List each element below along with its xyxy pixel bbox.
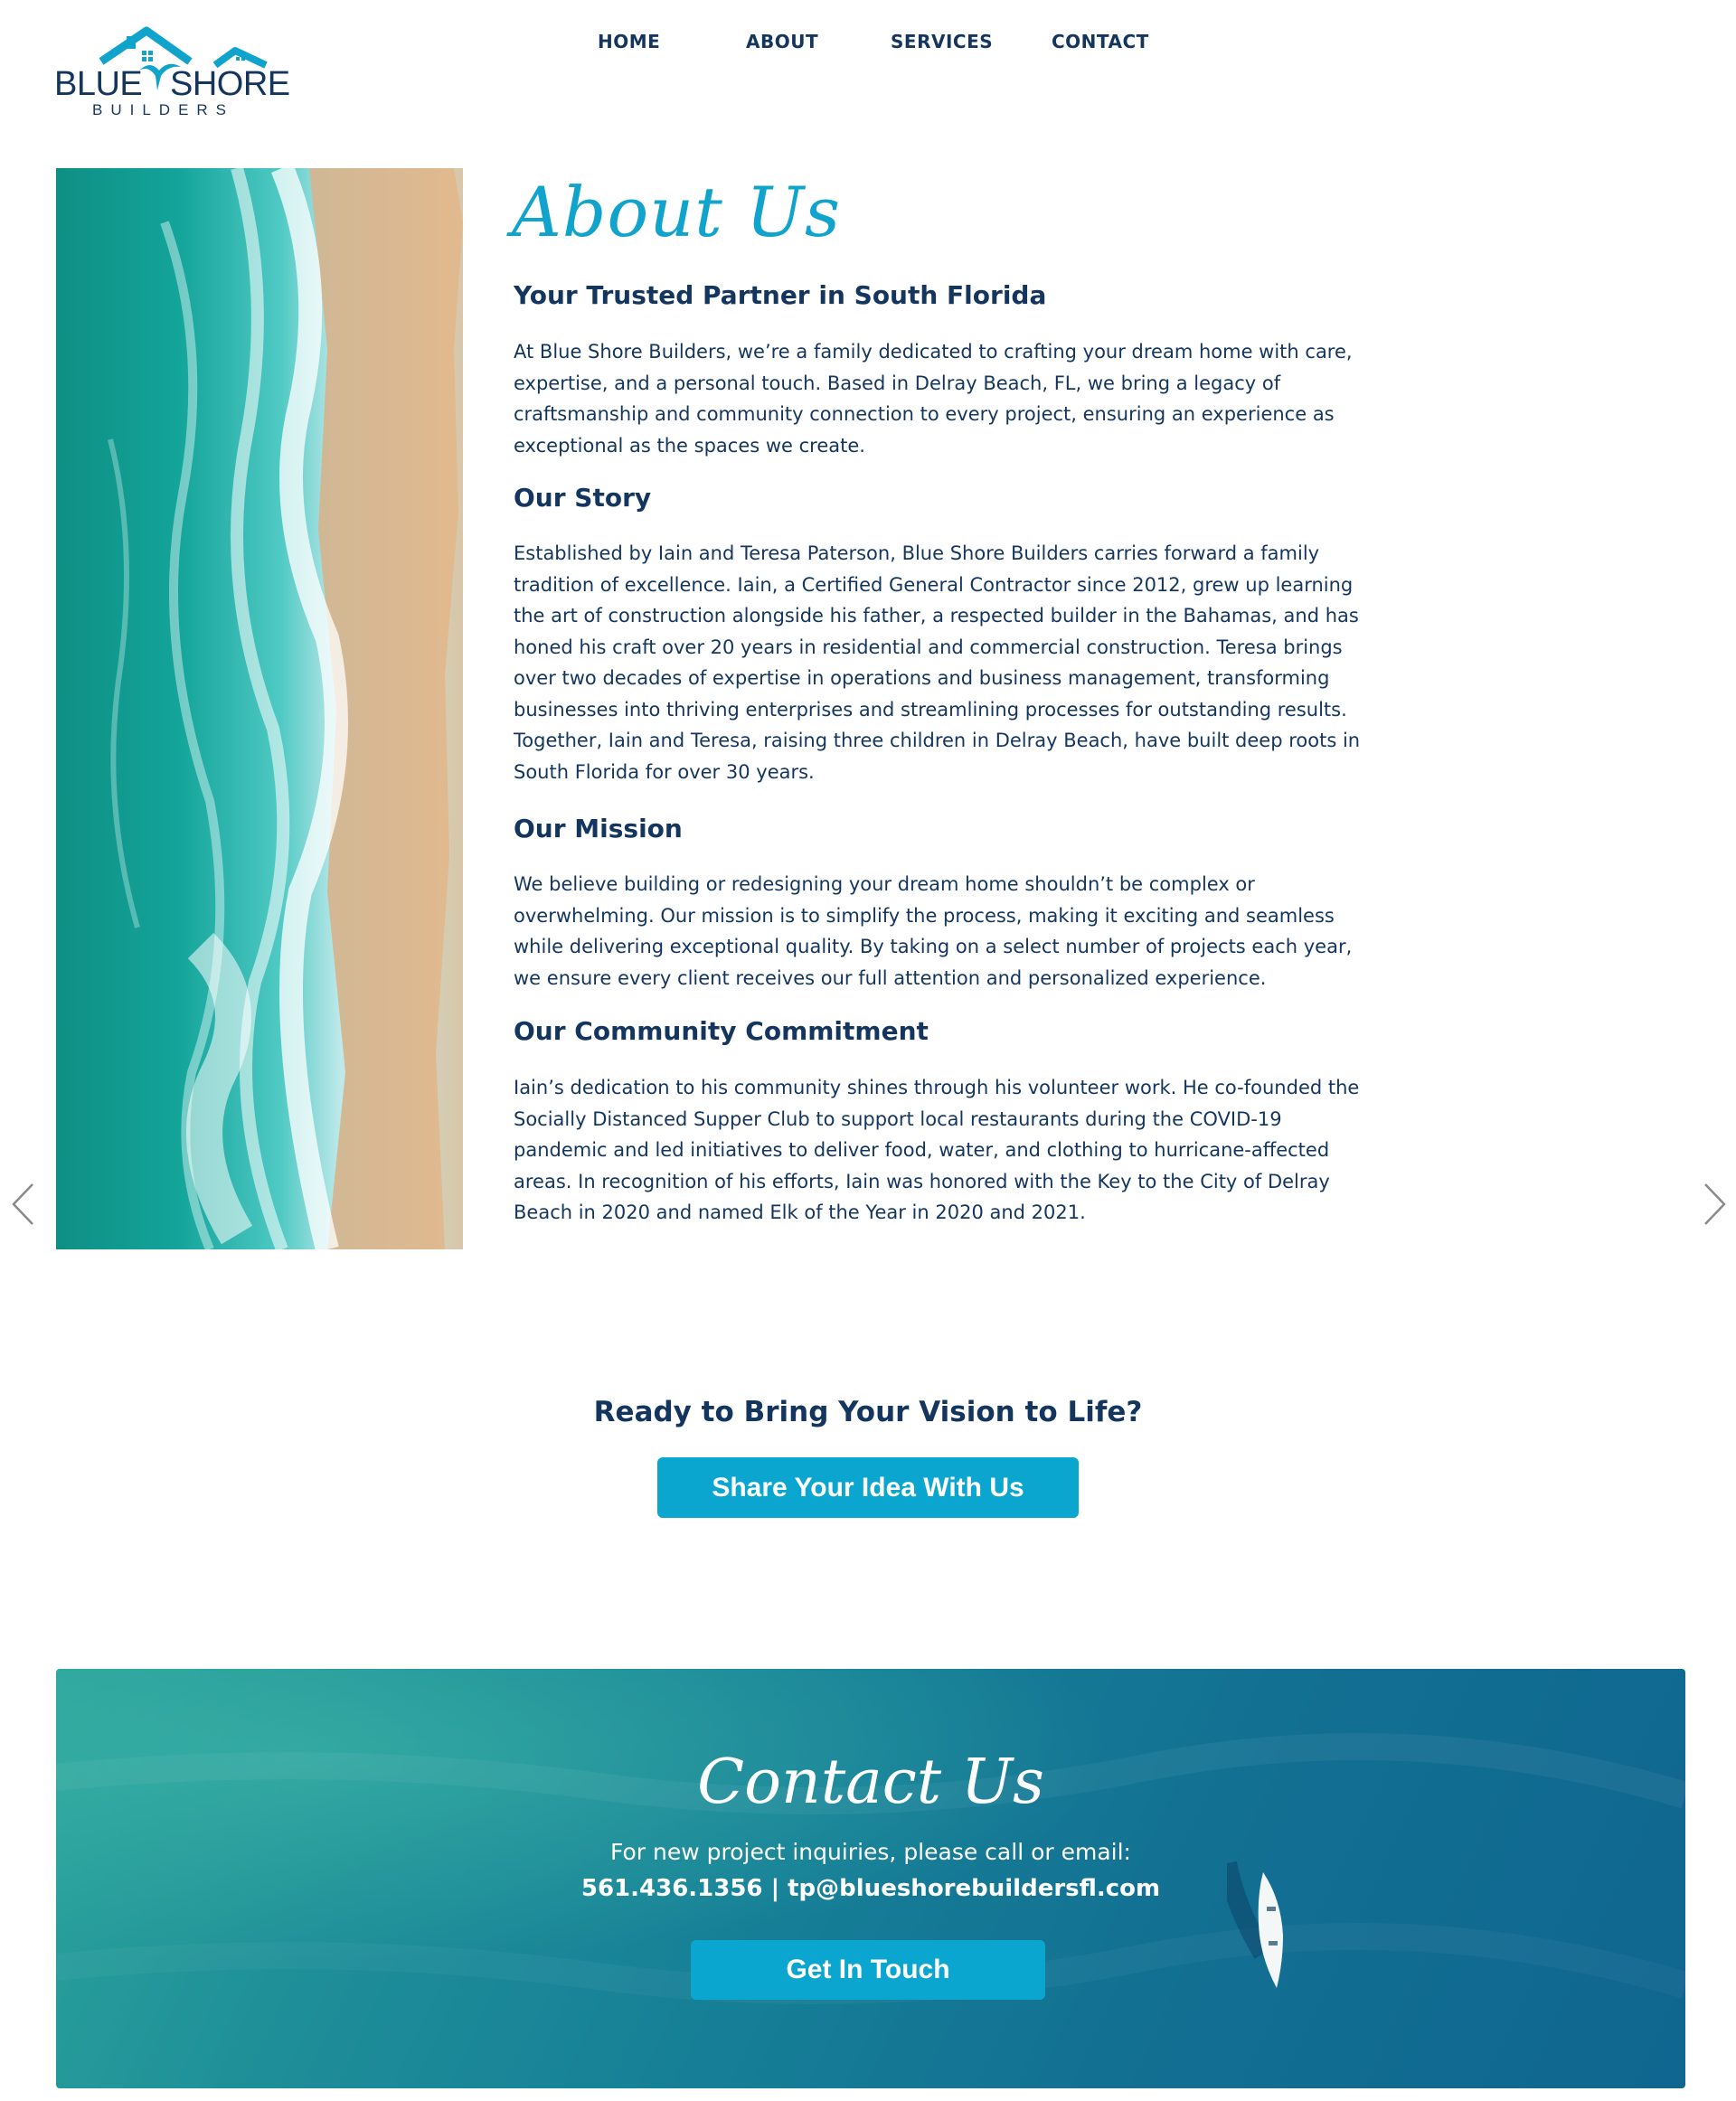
- logo-word-shore: SHORE: [169, 65, 290, 103]
- chevron-right-icon[interactable]: [1703, 1182, 1727, 1226]
- about-title: About Us: [512, 172, 841, 252]
- paragraph-intro: At Blue Shore Builders, we’re a family dedicated to crafting your dream home with care, expertise, and a personal touch. Based in Delray Beach, FL, we bring a legacy of craftsmanship and community connection to every project, ensuring an experience as exceptional as the spaces we create.: [514, 341, 1353, 457]
- paragraph-our-mission: We believe building or redesigning your dream home shouldn’t be complex or overwhelming. Our mission is to simplify the process, making it exciting and seamless while delivering exceptional quality. By taking on a select number of projects each year, we ensure every client receives our full attention and personalized experience.: [514, 873, 1353, 989]
- main-nav: [0, 31, 1736, 58]
- beach-aerial-image: [56, 168, 463, 1249]
- nav-contact[interactable]: CONTACT: [1052, 31, 1149, 52]
- heading-our-mission: Our Mission: [514, 814, 683, 843]
- nav-services[interactable]: SERVICES: [891, 31, 994, 52]
- heading-our-story: Our Story: [514, 483, 652, 513]
- cta-question: Ready to Bring Your Vision to Life?: [593, 1396, 1143, 1428]
- nav-home[interactable]: HOME: [598, 31, 661, 52]
- nav-about[interactable]: ABOUT: [746, 31, 819, 52]
- contact-inquiry-text: For new project inquiries, please call or email:: [610, 1839, 1131, 1865]
- heading-community-commitment: Our Community Commitment: [514, 1016, 929, 1046]
- contact-section: [56, 1669, 1685, 2088]
- contact-phone-email[interactable]: 561.436.1356 | tp@blueshorebuildersfl.com: [580, 1875, 1161, 1902]
- contact-title: Contact Us: [697, 1747, 1044, 1818]
- share-idea-button[interactable]: Share Your Idea With Us: [657, 1457, 1079, 1518]
- get-in-touch-button[interactable]: Get In Touch: [691, 1940, 1045, 2000]
- logo-wordmark: [54, 65, 290, 104]
- logo-word-blue: BLUE: [54, 65, 143, 103]
- chevron-left-icon[interactable]: [11, 1182, 34, 1226]
- heading-trusted-partner: Your Trusted Partner in South Florida: [514, 280, 1047, 310]
- paragraph-our-story: Established by Iain and Teresa Paterson, Blue Shore Builders carries forward a family tradition of excellence. Iain, a Certified General Contractor since 2012, grew up learning the art of construction alongside his father, a respected builder in the Bahamas, and has honed his craft over 20 years in residential and commercial construction. Teresa brings over two decades of expertise in operations and business management, transforming businesses into thriving enterprises and streamlining processes for outstanding results. Together, Iain and Teresa, raising three children in Delray Beach, have built deep roots in South Florida for over 30 years.: [514, 542, 1361, 783]
- paragraph-community-commitment: Iain’s dedication to his community shines through his volunteer work. He co-founded the Socially Distanced Supper Club to support local restaurants during the COVID-19 pandemic and led initiatives to deliver food, water, and clothing to hurricane-affected areas. In recognition of his efforts, Iain was honored with the Key to the City of Delray Beach in 2020 and named Elk of the Year in 2020 and 2021.: [514, 1077, 1360, 1223]
- logo-subtitle: BUILDERS: [92, 101, 235, 118]
